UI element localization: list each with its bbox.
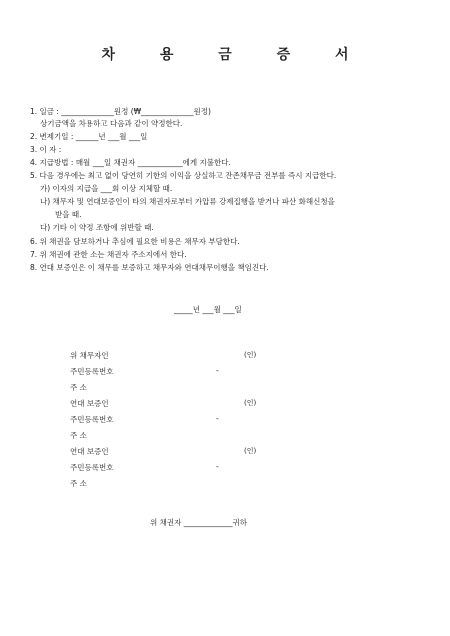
clause-sub-b: 나) 채무자 및 연대보증인이 타의 채권자로부터 가압류 강제집행을 받거나 파산 화해신청을 <box>40 197 335 206</box>
address-label: 주 소 <box>70 431 87 440</box>
clause-costs: 6. 위 채권을 담보하거나 추심에 필요한 비용은 채무자 부담한다. <box>30 237 240 246</box>
closing-addressee: 위 채권자 _____________귀하 <box>150 518 247 527</box>
clause-amount-note: 상기금액을 차용하고 다음과 같이 약정한다. <box>40 119 183 128</box>
id-dash: - <box>216 366 219 375</box>
address-label: 주 소 <box>70 479 87 488</box>
clause-amount: 1. 일금 : ______________원정 (₩______________원정) <box>30 107 211 116</box>
seal-mark: (인) <box>244 351 257 359</box>
clause-jurisdiction: 7. 위 채권에 관한 소는 채권자 주소지에서 한다. <box>30 250 187 259</box>
id-number-label: 주민등록번호 <box>70 415 114 424</box>
clause-payment-method: 4. 지급방법 : 매월 ___일 채권자 ____________에게 지불한다. <box>30 158 231 167</box>
clause-interest: 3. 이 자 : <box>30 145 62 154</box>
clause-sub-b-cont: 받을 때. <box>55 210 82 219</box>
clause-repayment-date: 2. 변제기일 : ______년 ___월 ___일 <box>30 132 148 141</box>
id-number-label: 주민등록번호 <box>70 367 114 376</box>
seal-mark: (인) <box>244 399 257 407</box>
clause-sub-a: 가) 이자의 지급을 ___회 이상 지체할 때. <box>40 184 173 193</box>
id-dash: - <box>216 414 219 423</box>
party-role: 연대 보증인 <box>70 399 109 408</box>
party-role: 연대 보증인 <box>70 447 109 456</box>
address-label: 주 소 <box>70 383 87 392</box>
party-role: 위 채무자인 <box>70 351 109 360</box>
clause-guarantor: 8. 연대 보증인은 이 채무를 보증하고 채무자와 연대채무이행을 책임진다. <box>30 263 269 272</box>
clause-sub-c: 다) 기타 이 약정 조항에 위반할 때. <box>40 223 154 232</box>
id-number-label: 주민등록번호 <box>70 463 114 472</box>
date-line: _____년 ___월 ___일 <box>174 305 242 314</box>
seal-mark: (인) <box>244 447 257 455</box>
clause-acceleration: 5. 다음 경우에는 최고 없이 당연히 기한의 이익을 상실하고 잔존채무금 전부를 즉시 지급한다. <box>30 171 337 180</box>
id-dash: - <box>216 462 219 471</box>
page-title: 차 용 금 증 서 <box>101 47 369 63</box>
